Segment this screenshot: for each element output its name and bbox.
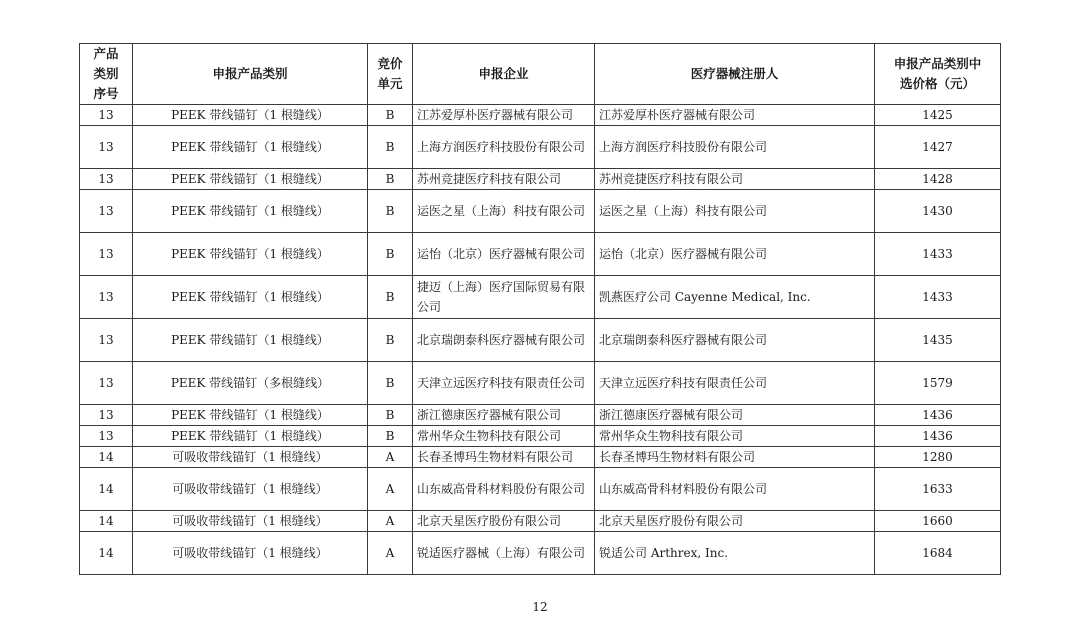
cell-category: PEEK 带线锚钉（1 根缝线） [133, 426, 368, 447]
cell-company-text: 北京瑞朗泰科医疗器械有限公司 [417, 333, 586, 347]
cell-seq: 13 [80, 319, 133, 362]
cell-registrant [595, 105, 875, 126]
cell-company-text: 浙江德康医疗器械有限公司 [417, 408, 562, 422]
cell-company [413, 233, 595, 276]
cell-company [413, 405, 595, 426]
header-unit: 竞价单元 [368, 44, 413, 105]
cell-category: PEEK 带线锚钉（1 根缝线） [133, 105, 368, 126]
cell-company-text: 运医之星（上海）科技有限公司 [417, 204, 586, 218]
cell-registrant [595, 190, 875, 233]
cell-unit: B [368, 276, 413, 319]
cell-company-text: 运怡（北京）医疗器械有限公司 [417, 247, 586, 261]
cell-company [413, 468, 595, 511]
cell-company-text: 江苏爱厚朴医疗器械有限公司 [417, 108, 574, 122]
cell-price: 1684 [875, 532, 1001, 575]
cell-registrant-text: 苏州竞捷医疗科技有限公司 [599, 172, 744, 186]
table-row [80, 405, 1001, 426]
cell-category: PEEK 带线锚钉（1 根缝线） [133, 405, 368, 426]
cell-company [413, 169, 595, 190]
cell-category: PEEK 带线锚钉（1 根缝线） [133, 319, 368, 362]
cell-registrant-text: 凯燕医疗公司 Cayenne Medical, Inc. [599, 290, 811, 304]
table-row [80, 319, 1001, 362]
table-row [80, 532, 1001, 575]
table-row [80, 190, 1001, 233]
cell-price: 1633 [875, 468, 1001, 511]
cell-category: PEEK 带线锚钉（1 根缝线） [133, 276, 368, 319]
cell-price: 1436 [875, 405, 1001, 426]
table-row [80, 511, 1001, 532]
cell-unit: A [368, 511, 413, 532]
cell-price: 1579 [875, 362, 1001, 405]
cell-company [413, 126, 595, 169]
cell-registrant-text: 江苏爱厚朴医疗器械有限公司 [599, 108, 756, 122]
cell-seq: 13 [80, 233, 133, 276]
cell-company-text: 苏州竞捷医疗科技有限公司 [417, 172, 562, 186]
cell-company [413, 105, 595, 126]
cell-registrant [595, 426, 875, 447]
header-registrant: 医疗器械注册人 [595, 44, 875, 105]
cell-registrant-text: 北京瑞朗泰科医疗器械有限公司 [599, 333, 768, 347]
cell-category: PEEK 带线锚钉（1 根缝线） [133, 233, 368, 276]
cell-seq: 13 [80, 126, 133, 169]
cell-price: 1660 [875, 511, 1001, 532]
cell-registrant [595, 532, 875, 575]
cell-unit: A [368, 447, 413, 468]
table-row [80, 233, 1001, 276]
cell-price: 1436 [875, 426, 1001, 447]
cell-seq: 13 [80, 169, 133, 190]
cell-seq: 14 [80, 468, 133, 511]
cell-category: PEEK 带线锚钉（1 根缝线） [133, 169, 368, 190]
cell-company-text: 锐适医疗器械（上海）有限公司 [417, 546, 586, 560]
table-row [80, 468, 1001, 511]
cell-company-text: 天津立远医疗科技有限责任公司 [417, 376, 586, 390]
cell-category: 可吸收带线锚钉（1 根缝线） [133, 468, 368, 511]
header-seq: 产品类别序号 [80, 44, 133, 105]
cell-price: 1435 [875, 319, 1001, 362]
cell-category: 可吸收带线锚钉（1 根缝线） [133, 532, 368, 575]
cell-unit: A [368, 468, 413, 511]
table-row [80, 126, 1001, 169]
cell-unit: B [368, 405, 413, 426]
cell-unit: B [368, 105, 413, 126]
cell-registrant [595, 169, 875, 190]
cell-seq: 13 [80, 426, 133, 447]
cell-price: 1425 [875, 105, 1001, 126]
cell-company [413, 511, 595, 532]
cell-seq: 14 [80, 532, 133, 575]
cell-registrant-text: 上海方润医疗科技股份有限公司 [599, 140, 768, 154]
table-row [80, 169, 1001, 190]
cell-unit: B [368, 233, 413, 276]
cell-company [413, 426, 595, 447]
cell-company-text: 常州华众生物科技有限公司 [417, 429, 562, 443]
cell-seq: 14 [80, 511, 133, 532]
table-row [80, 447, 1001, 468]
cell-registrant-text: 浙江德康医疗器械有限公司 [599, 408, 744, 422]
header-company: 申报企业 [413, 44, 595, 105]
cell-company [413, 362, 595, 405]
cell-price: 1433 [875, 276, 1001, 319]
cell-price: 1433 [875, 233, 1001, 276]
cell-company-text: 北京天星医疗股份有限公司 [417, 514, 562, 528]
cell-price: 1428 [875, 169, 1001, 190]
cell-registrant [595, 319, 875, 362]
cell-unit: B [368, 169, 413, 190]
cell-registrant [595, 276, 875, 319]
table-header-row [80, 44, 1001, 105]
cell-company [413, 447, 595, 468]
cell-company [413, 276, 595, 319]
cell-category: PEEK 带线锚钉（多根缝线） [133, 362, 368, 405]
cell-registrant [595, 126, 875, 169]
cell-seq: 13 [80, 362, 133, 405]
table-row [80, 362, 1001, 405]
cell-registrant-text: 长春圣博玛生物材料有限公司 [599, 450, 756, 464]
cell-unit: B [368, 319, 413, 362]
cell-category: 可吸收带线锚钉（1 根缝线） [133, 511, 368, 532]
cell-company-text: 长春圣博玛生物材料有限公司 [417, 450, 574, 464]
cell-registrant-text: 常州华众生物科技有限公司 [599, 429, 744, 443]
cell-registrant [595, 362, 875, 405]
cell-registrant-text: 锐适公司 Arthrex, Inc. [599, 546, 729, 560]
cell-company [413, 532, 595, 575]
cell-seq: 13 [80, 276, 133, 319]
cell-registrant [595, 511, 875, 532]
cell-registrant-text: 运怡（北京）医疗器械有限公司 [599, 247, 768, 261]
cell-company [413, 190, 595, 233]
cell-registrant [595, 468, 875, 511]
cell-unit: A [368, 532, 413, 575]
cell-registrant-text: 天津立远医疗科技有限责任公司 [599, 376, 768, 390]
cell-seq: 13 [80, 190, 133, 233]
cell-seq: 13 [80, 405, 133, 426]
cell-category: 可吸收带线锚钉（1 根缝线） [133, 447, 368, 468]
cell-unit: B [368, 190, 413, 233]
cell-price: 1430 [875, 190, 1001, 233]
cell-price: 1427 [875, 126, 1001, 169]
cell-category: PEEK 带线锚钉（1 根缝线） [133, 126, 368, 169]
header-price: 申报产品类别中选价格（元） [875, 44, 1001, 105]
cell-company-text: 山东威高骨科材料股份有限公司 [417, 482, 586, 496]
cell-registrant [595, 405, 875, 426]
cell-company-text: 捷迈（上海）医疗国际贸易有限公司 [417, 280, 586, 314]
selection-results-table [79, 43, 1001, 575]
cell-registrant [595, 233, 875, 276]
cell-seq: 13 [80, 105, 133, 126]
cell-registrant-text: 北京天星医疗股份有限公司 [599, 514, 744, 528]
table-row [80, 426, 1001, 447]
cell-unit: B [368, 126, 413, 169]
table-row [80, 105, 1001, 126]
cell-registrant-text: 山东威高骨科材料股份有限公司 [599, 482, 768, 496]
cell-unit: B [368, 426, 413, 447]
cell-company-text: 上海方润医疗科技股份有限公司 [417, 140, 586, 154]
cell-category: PEEK 带线锚钉（1 根缝线） [133, 190, 368, 233]
cell-unit: B [368, 362, 413, 405]
cell-registrant-text: 运医之星（上海）科技有限公司 [599, 204, 768, 218]
table-row [80, 276, 1001, 319]
cell-registrant [595, 447, 875, 468]
cell-company [413, 319, 595, 362]
cell-price: 1280 [875, 447, 1001, 468]
page-number: 12 [532, 600, 548, 614]
header-category: 申报产品类别 [133, 44, 368, 105]
cell-seq: 14 [80, 447, 133, 468]
